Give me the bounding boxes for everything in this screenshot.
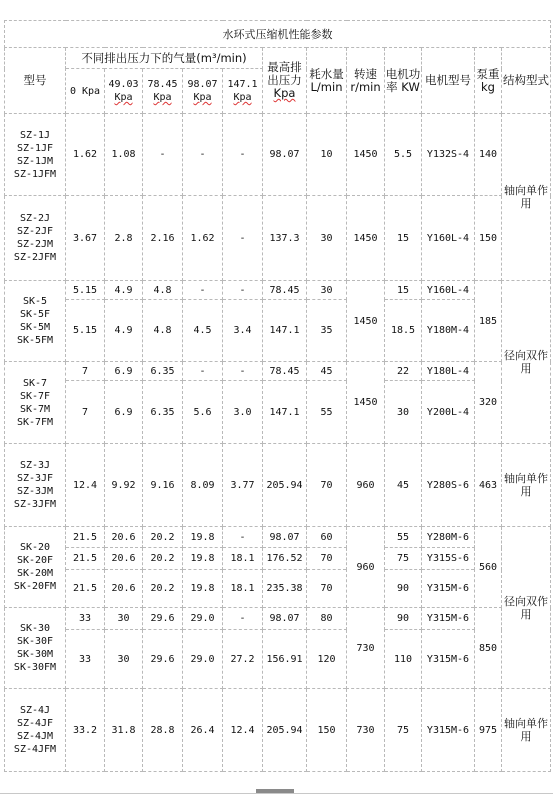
model-name: SK-7: [22, 377, 48, 389]
pressure-unit: Kpa: [153, 92, 172, 103]
model-header: 型号: [5, 48, 66, 114]
motor-power-header: 电机功率 KW: [385, 48, 422, 114]
table-row: [5, 570, 551, 608]
flow-cell: 20.2: [143, 548, 183, 570]
structure-cell: 轴向单作用: [502, 114, 551, 281]
flow-cell: 7: [66, 362, 105, 381]
pressure-header-3: [183, 69, 223, 114]
flow-cell: 2.8: [105, 196, 143, 281]
model-cell: [5, 196, 66, 281]
flow-cell: 3.4: [223, 300, 263, 362]
flow-cell: 5.6: [183, 381, 223, 444]
power-cell: 18.5: [385, 300, 422, 362]
speed-cell: 960: [347, 527, 385, 608]
pressure-header-2: [143, 69, 183, 114]
speed-header: [347, 48, 385, 114]
weight-cell: 560: [475, 527, 502, 608]
model-cell: [5, 281, 66, 362]
water-cell: 55: [307, 381, 347, 444]
flow-cell: -: [223, 608, 263, 630]
flow-cell: 2.16: [143, 196, 183, 281]
speed-cell: 1450: [347, 114, 385, 196]
water-label: 耗水量: [309, 66, 344, 81]
flow-cell: 1.62: [66, 114, 105, 196]
flow-cell: 33: [66, 608, 105, 630]
model-name: SZ-1JM: [16, 155, 54, 167]
power-cell: 75: [385, 548, 422, 570]
max-pressure-cell: 78.45: [263, 362, 307, 381]
flow-cell: 21.5: [66, 527, 105, 548]
motor-cell: Y315M-6: [422, 570, 475, 608]
model-name: SK-5FM: [16, 335, 54, 346]
flow-cell: 8.09: [183, 444, 223, 527]
flow-cell: 9.16: [143, 444, 183, 527]
motor-cell: Y180L-4: [422, 362, 475, 381]
max-pressure-cell: 78.45: [263, 281, 307, 300]
flow-cell: 29.6: [143, 608, 183, 630]
flow-cell: 1.08: [105, 114, 143, 196]
pressure-unit: Kpa: [193, 92, 212, 103]
speed-cell: 1450: [347, 196, 385, 281]
motor-cell: Y200L-4: [422, 381, 475, 444]
max-pressure-cell: 98.07: [263, 608, 307, 630]
model-name: SK-7F: [19, 390, 51, 402]
model-name: SZ-3JM: [16, 486, 54, 497]
model-name: SK-20M: [16, 568, 54, 579]
model-name: SK-30F: [16, 636, 54, 647]
model-name: SZ-1JFM: [13, 168, 57, 180]
max-pressure-cell: 147.1: [263, 381, 307, 444]
bottom-divider: [0, 793, 553, 794]
power-cell: 15: [385, 281, 422, 300]
model-name: SZ-4J: [19, 705, 51, 716]
table-row: [5, 548, 551, 570]
water-unit: L/min: [310, 79, 343, 94]
water-cell: 70: [307, 548, 347, 570]
model-cell: [5, 527, 66, 608]
horizontal-scroll-thumb[interactable]: [256, 789, 294, 793]
weight-cell: 975: [475, 689, 502, 772]
water-cell: 80: [307, 608, 347, 630]
table-row: [5, 608, 551, 630]
max-pressure-cell: 98.07: [263, 114, 307, 196]
flow-cell: -: [223, 196, 263, 281]
max-pressure-cell: 137.3: [263, 196, 307, 281]
model-name: SZ-3J: [19, 460, 51, 471]
flow-cell: 6.9: [105, 362, 143, 381]
flow-cell: 29.0: [183, 630, 223, 689]
water-cell: 30: [307, 281, 347, 300]
flow-cell: 9.92: [105, 444, 143, 527]
model-name: SZ-2JFM: [13, 252, 57, 263]
model-cell: [5, 114, 66, 196]
flow-cell: 12.4: [66, 444, 105, 527]
flow-cell: 33: [66, 630, 105, 689]
max-pressure-header: [263, 48, 307, 114]
flow-cell: 3.77: [223, 444, 263, 527]
power-cell: 75: [385, 689, 422, 772]
power-cell: 55: [385, 527, 422, 548]
motor-cell: Y280S-6: [422, 444, 475, 527]
model-name: SZ-1J: [19, 129, 51, 141]
flow-cell: 20.2: [143, 527, 183, 548]
max-pressure-cell: 98.07: [263, 527, 307, 548]
motor-cell: Y280M-6: [422, 527, 475, 548]
model-name: SK-20F: [16, 555, 54, 566]
flow-cell: 27.2: [223, 630, 263, 689]
flow-cell: 5.15: [66, 300, 105, 362]
pressure-unit: Kpa: [114, 92, 133, 103]
model-name: SZ-2J: [19, 213, 51, 224]
table-row: [5, 527, 551, 548]
power-cell: 5.5: [385, 114, 422, 196]
flow-cell: 4.8: [143, 281, 183, 300]
max-pressure-cell: 205.94: [263, 444, 307, 527]
pump-weight-unit: kg: [481, 79, 495, 94]
model-name: SZ-2JM: [16, 239, 54, 250]
weight-cell: 185: [475, 281, 502, 362]
flow-cell: -: [183, 114, 223, 196]
pressure-header-0: 0 Kpa: [66, 69, 105, 114]
model-name: SZ-4JFM: [13, 744, 57, 755]
weight-cell: 463: [475, 444, 502, 527]
flow-cell: 20.2: [143, 570, 183, 608]
model-name: SK-7M: [19, 403, 51, 415]
flow-cell: -: [223, 527, 263, 548]
motor-cell: Y160L-4: [422, 196, 475, 281]
flow-cell: -: [183, 362, 223, 381]
water-cell: 60: [307, 527, 347, 548]
table-row: [5, 362, 551, 381]
flow-cell: 20.6: [105, 570, 143, 608]
flow-cell: 6.9: [105, 381, 143, 444]
flow-cell: -: [143, 114, 183, 196]
table-row: [5, 381, 551, 444]
flow-cell: 29.0: [183, 608, 223, 630]
flow-cell: 6.35: [143, 381, 183, 444]
flow-cell: 12.4: [223, 689, 263, 772]
water-cell: 70: [307, 570, 347, 608]
structure-cell: 轴向单作用: [502, 444, 551, 527]
flow-cell: 5.15: [66, 281, 105, 300]
table-row: [5, 114, 551, 196]
flow-cell: 6.35: [143, 362, 183, 381]
flow-cell: 18.1: [223, 570, 263, 608]
model-name: SZ-3JFM: [13, 499, 57, 510]
flow-cell: 31.8: [105, 689, 143, 772]
max-pressure-unit: Kpa: [273, 86, 296, 100]
model-name: SK-5: [22, 296, 48, 307]
model-name: SK-30: [19, 623, 51, 634]
flow-cell: 3.67: [66, 196, 105, 281]
speed-cell: 1450: [347, 281, 385, 362]
flow-cell: 30: [105, 630, 143, 689]
structure-cell: 轴向单作用: [502, 689, 551, 772]
speed-unit: r/min: [350, 79, 381, 94]
structure-header: 结构型式: [502, 48, 551, 114]
water-cell: 45: [307, 362, 347, 381]
performance-table: [4, 20, 551, 772]
model-name: SZ-3JF: [16, 473, 54, 484]
model-name: SK-5F: [19, 309, 51, 320]
power-cell: 15: [385, 196, 422, 281]
pressure-value: 78.45: [147, 79, 178, 90]
motor-cell: Y315M-6: [422, 689, 475, 772]
structure-cell: 径向双作用: [502, 527, 551, 689]
model-name: SK-30FM: [13, 662, 57, 673]
max-pressure-cell: 176.52: [263, 548, 307, 570]
max-pressure-cell: 235.38: [263, 570, 307, 608]
model-cell: [5, 689, 66, 772]
pressure-value: 147.1: [227, 79, 258, 90]
motor-cell: Y315M-6: [422, 608, 475, 630]
flow-cell: 4.8: [143, 300, 183, 362]
flow-cell: 21.5: [66, 548, 105, 570]
model-name: SK-20: [19, 542, 51, 553]
table-row: [5, 630, 551, 689]
table-row: [5, 281, 551, 300]
flow-cell: 7: [66, 381, 105, 444]
power-cell: 90: [385, 570, 422, 608]
pressure-header-4: [223, 69, 263, 114]
flow-cell: -: [223, 114, 263, 196]
flow-cell: 33.2: [66, 689, 105, 772]
power-cell: 90: [385, 608, 422, 630]
flow-cell: 4.5: [183, 300, 223, 362]
motor-cell: Y315S-6: [422, 548, 475, 570]
flow-cell: -: [223, 281, 263, 300]
model-name: SZ-4JF: [16, 718, 54, 729]
flow-cell: 19.8: [183, 548, 223, 570]
model-name: SZ-4JM: [16, 731, 54, 742]
model-cell: [5, 444, 66, 527]
table-title: 水环式压缩机性能参数: [5, 21, 551, 48]
power-cell: 110: [385, 630, 422, 689]
water-cell: 70: [307, 444, 347, 527]
table-row: [5, 444, 551, 527]
max-pressure-cell: 205.94: [263, 689, 307, 772]
pump-weight-header: [475, 48, 502, 114]
max-pressure-cell: 147.1: [263, 300, 307, 362]
model-name: SZ-2JF: [16, 226, 54, 237]
motor-model-header: 电机型号: [422, 48, 475, 114]
flow-cell: 30: [105, 608, 143, 630]
motor-cell: Y180M-4: [422, 300, 475, 362]
model-name: SK-7FM: [16, 416, 54, 428]
pressure-value: 98.07: [187, 79, 218, 90]
flow-cell: 26.4: [183, 689, 223, 772]
weight-cell: 150: [475, 196, 502, 281]
water-header: [307, 48, 347, 114]
pressure-unit: Kpa: [233, 92, 252, 103]
model-name: SK-5M: [19, 322, 51, 333]
model-cell: [5, 362, 66, 444]
weight-cell: 320: [475, 362, 502, 444]
flow-cell: -: [223, 362, 263, 381]
airflow-header: 不同排出压力下的气量(m³/min): [66, 48, 263, 69]
flow-cell: 21.5: [66, 570, 105, 608]
power-cell: 22: [385, 362, 422, 381]
speed-label: 转速: [354, 66, 377, 81]
water-cell: 30: [307, 196, 347, 281]
flow-cell: 3.0: [223, 381, 263, 444]
flow-cell: 20.6: [105, 527, 143, 548]
water-cell: 120: [307, 630, 347, 689]
max-pressure-label: 最高排出压力: [267, 60, 302, 87]
table-row: [5, 300, 551, 362]
pump-weight-label: 泵重: [476, 66, 500, 81]
water-cell: 35: [307, 300, 347, 362]
motor-cell: Y315M-6: [422, 630, 475, 689]
max-pressure-cell: 156.91: [263, 630, 307, 689]
pressure-header-1: [105, 69, 143, 114]
flow-cell: 4.9: [105, 281, 143, 300]
weight-cell: 850: [475, 608, 502, 689]
weight-cell: 140: [475, 114, 502, 196]
motor-cell: Y160L-4: [422, 281, 475, 300]
flow-cell: 19.8: [183, 527, 223, 548]
pressure-value: 49.03: [108, 79, 139, 90]
flow-cell: -: [183, 281, 223, 300]
speed-cell: 960: [347, 444, 385, 527]
structure-cell: 径向双作用: [502, 281, 551, 444]
flow-cell: 20.6: [105, 548, 143, 570]
model-name: SZ-1JF: [16, 142, 54, 154]
flow-cell: 29.6: [143, 630, 183, 689]
flow-cell: 18.1: [223, 548, 263, 570]
speed-cell: 730: [347, 608, 385, 689]
model-name: SK-30M: [16, 649, 54, 660]
table-row: [5, 689, 551, 772]
table-row: [5, 196, 551, 281]
power-cell: 45: [385, 444, 422, 527]
speed-cell: 1450: [347, 362, 385, 444]
flow-cell: 19.8: [183, 570, 223, 608]
water-cell: 10: [307, 114, 347, 196]
model-cell: [5, 608, 66, 689]
flow-cell: 1.62: [183, 196, 223, 281]
flow-cell: 4.9: [105, 300, 143, 362]
model-name: SK-20FM: [13, 581, 57, 592]
motor-cell: Y132S-4: [422, 114, 475, 196]
water-cell: 150: [307, 689, 347, 772]
speed-cell: 730: [347, 689, 385, 772]
power-cell: 30: [385, 381, 422, 444]
flow-cell: 28.8: [143, 689, 183, 772]
